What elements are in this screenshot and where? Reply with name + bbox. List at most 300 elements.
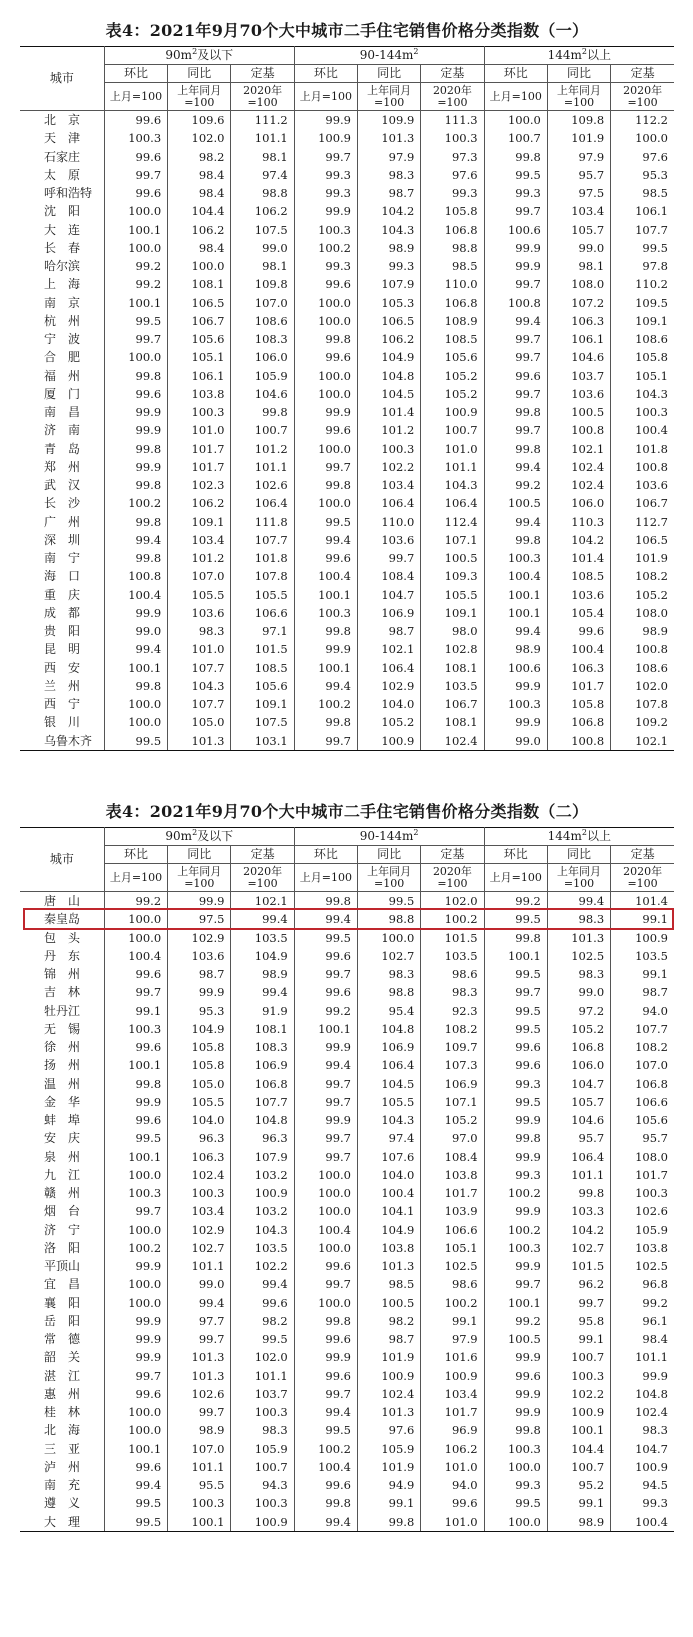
table-row [20, 713, 674, 731]
index-value: 99.5 [484, 1002, 547, 1020]
index-value: 108.1 [231, 1020, 294, 1038]
index-value: 99.9 [294, 403, 357, 421]
index-value: 105.2 [635, 587, 668, 602]
base-header: 2020年 =100 [611, 864, 674, 892]
index-value: 105.2 [547, 1020, 610, 1038]
index-value: 100.3 [231, 1494, 294, 1512]
table-row [20, 239, 674, 257]
index-value: 101.7 [421, 1403, 484, 1421]
index-value: 108.0 [547, 275, 610, 293]
index-value: 99.2 [294, 1002, 357, 1020]
index-value: 101.7 [168, 440, 231, 458]
index-value: 99.8 [231, 403, 294, 421]
index-value: 100.8 [547, 732, 610, 751]
index-value: 102.6 [635, 1204, 668, 1219]
index-value: 101.5 [421, 929, 484, 947]
index-value: 105.9 [231, 367, 294, 385]
index-value: 109.8 [547, 111, 610, 130]
index-value: 104.8 [635, 1386, 668, 1401]
index-value: 106.9 [231, 1056, 294, 1074]
index-value: 100.3 [104, 1184, 167, 1202]
city-name: 韶 关 [20, 1348, 104, 1366]
index-value: 108.2 [635, 569, 668, 584]
index-value: 98.8 [421, 239, 484, 257]
index-value: 97.3 [421, 148, 484, 166]
index-value: 99.5 [294, 1421, 357, 1439]
index-value: 99.3 [484, 1166, 547, 1184]
index-value: 97.0 [421, 1129, 484, 1147]
index-value: 100.4 [635, 423, 668, 438]
index-value: 106.4 [547, 1148, 610, 1166]
index-value: 99.9 [294, 111, 357, 130]
index-value: 99.8 [294, 1494, 357, 1512]
index-value: 103.4 [358, 476, 421, 494]
index-value: 108.6 [231, 312, 294, 330]
price-index-table-2 [20, 827, 674, 1532]
index-value: 102.1 [231, 892, 294, 911]
index-value: 107.9 [231, 1148, 294, 1166]
table-row [20, 604, 674, 622]
table-row [20, 202, 674, 220]
base-header: 上月=100 [294, 864, 357, 892]
index-value: 100.8 [547, 421, 610, 439]
index-value: 99.5 [231, 1330, 294, 1348]
index-value: 101.1 [231, 129, 294, 147]
index-value: 100.1 [294, 586, 357, 604]
city-name: 昆 明 [20, 640, 104, 658]
index-value: 101.6 [421, 1348, 484, 1366]
table-row [20, 567, 674, 585]
table-row [20, 129, 674, 147]
index-value: 99.9 [294, 1038, 357, 1056]
index-value: 98.3 [358, 965, 421, 983]
index-value: 99.8 [294, 1312, 357, 1330]
index-value: 100.0 [484, 1458, 547, 1476]
index-value: 104.2 [547, 1221, 610, 1239]
index-value: 101.7 [547, 677, 610, 695]
index-value: 99.6 [104, 965, 167, 983]
base-header: 上年同月 =100 [547, 864, 610, 892]
index-value: 99.4 [104, 1476, 167, 1494]
index-value: 98.9 [168, 1421, 231, 1439]
index-value: 99.9 [484, 1202, 547, 1220]
base-header: 上月=100 [294, 83, 357, 111]
index-value: 102.6 [168, 1385, 231, 1403]
table-row [20, 1330, 674, 1348]
index-value: 98.7 [358, 1330, 421, 1348]
index-value: 100.2 [421, 1294, 484, 1312]
measure-header: 定基 [421, 65, 484, 83]
index-value: 98.3 [168, 622, 231, 640]
measure-header: 定基 [421, 846, 484, 864]
index-value: 106.7 [635, 496, 668, 511]
index-value: 105.8 [168, 1056, 231, 1074]
index-value: 105.5 [168, 1093, 231, 1111]
index-value: 100.3 [635, 1186, 668, 1201]
index-value: 101.0 [168, 421, 231, 439]
index-value: 101.4 [358, 403, 421, 421]
index-value: 100.0 [294, 440, 357, 458]
index-value: 101.2 [231, 440, 294, 458]
measure-header: 同比 [358, 65, 421, 83]
index-value: 101.9 [635, 551, 668, 566]
base-header: 上月=100 [484, 864, 547, 892]
index-value: 99.8 [294, 713, 357, 731]
index-value: 103.5 [421, 677, 484, 695]
city-name: 九 江 [20, 1166, 104, 1184]
index-value: 99.8 [104, 549, 167, 567]
index-value: 100.9 [231, 1513, 294, 1532]
index-value: 99.6 [294, 275, 357, 293]
table-row [20, 1075, 674, 1093]
index-value: 99.8 [294, 622, 357, 640]
index-value: 100.4 [294, 1458, 357, 1476]
index-value: 100.7 [231, 421, 294, 439]
index-value: 102.5 [635, 1259, 668, 1274]
city-name: 无 锡 [20, 1020, 104, 1038]
index-value: 100.0 [294, 1202, 357, 1220]
index-value: 101.1 [168, 1257, 231, 1275]
index-value: 102.4 [358, 1385, 421, 1403]
index-value: 100.3 [168, 1494, 231, 1512]
index-value: 99.7 [484, 202, 547, 220]
index-value: 102.6 [231, 476, 294, 494]
index-value: 99.4 [104, 531, 167, 549]
index-value: 99.9 [104, 604, 167, 622]
measure-header: 定基 [231, 65, 294, 83]
index-value: 101.1 [547, 1166, 610, 1184]
index-value: 99.7 [168, 1330, 231, 1348]
index-value: 106.4 [358, 1056, 421, 1074]
index-value: 100.3 [104, 1020, 167, 1038]
table-row [20, 385, 674, 403]
base-header: 2020年 =100 [231, 864, 294, 892]
index-value: 99.4 [294, 677, 357, 695]
index-value: 100.0 [294, 1239, 357, 1257]
city-name: 石家庄 [20, 148, 104, 166]
index-value: 105.9 [231, 1440, 294, 1458]
index-value: 97.5 [547, 184, 610, 202]
index-value: 100.3 [168, 1184, 231, 1202]
index-value: 99.3 [294, 166, 357, 184]
index-value: 99.5 [294, 929, 357, 947]
index-value: 101.9 [547, 129, 610, 147]
index-value: 103.2 [231, 1166, 294, 1184]
index-value: 99.8 [484, 531, 547, 549]
index-value: 104.4 [168, 202, 231, 220]
index-value: 100.2 [294, 695, 357, 713]
index-value: 103.6 [358, 531, 421, 549]
index-value: 94.0 [642, 1003, 668, 1018]
index-value: 99.9 [484, 713, 547, 731]
index-value: 104.6 [231, 385, 294, 403]
index-value: 104.9 [358, 1221, 421, 1239]
index-value: 106.7 [168, 312, 231, 330]
index-value: 104.3 [421, 476, 484, 494]
index-value: 100.4 [294, 1221, 357, 1239]
index-value: 105.5 [421, 586, 484, 604]
index-value: 99.1 [547, 1494, 610, 1512]
index-value: 98.7 [358, 622, 421, 640]
index-value: 99.0 [231, 239, 294, 257]
index-value: 99.6 [104, 1385, 167, 1403]
index-value: 103.6 [168, 947, 231, 965]
index-value: 99.6 [294, 348, 357, 366]
index-value: 100.1 [104, 221, 167, 239]
index-value: 99.9 [168, 892, 231, 911]
index-value: 99.7 [484, 348, 547, 366]
index-value: 100.9 [635, 1459, 668, 1474]
index-value: 99.4 [294, 1056, 357, 1074]
index-value: 99.9 [484, 1403, 547, 1421]
measure-header: 环比 [484, 846, 547, 864]
index-value: 101.8 [231, 549, 294, 567]
index-value: 99.5 [104, 732, 167, 751]
city-name: 安 庆 [20, 1129, 104, 1147]
table-row [20, 1312, 674, 1330]
index-value: 99.4 [484, 513, 547, 531]
index-value: 105.8 [547, 695, 610, 713]
index-value: 99.8 [294, 892, 357, 911]
index-value: 109.9 [358, 111, 421, 130]
index-value: 100.0 [104, 695, 167, 713]
index-value: 103.7 [547, 367, 610, 385]
table-row [20, 910, 674, 928]
city-name: 长 春 [20, 239, 104, 257]
index-value: 107.5 [231, 713, 294, 731]
index-value: 103.5 [231, 929, 294, 947]
index-value: 99.4 [231, 910, 294, 928]
index-value: 98.3 [547, 965, 610, 983]
index-value: 99.5 [484, 910, 547, 928]
index-value: 100.0 [104, 1294, 167, 1312]
index-value: 98.1 [231, 257, 294, 275]
index-value: 101.4 [635, 894, 668, 909]
index-value: 107.8 [635, 697, 668, 712]
index-value: 108.1 [421, 713, 484, 731]
index-value: 99.5 [484, 1093, 547, 1111]
city-header: 城市 [20, 828, 104, 892]
index-value: 108.2 [421, 1020, 484, 1038]
index-value: 103.6 [168, 604, 231, 622]
index-value: 102.0 [421, 892, 484, 911]
index-value: 106.8 [547, 1038, 610, 1056]
index-value: 100.7 [231, 1458, 294, 1476]
base-header: 上月=100 [484, 83, 547, 111]
index-value: 99.5 [104, 1129, 167, 1147]
table-row [20, 531, 674, 549]
index-value: 102.0 [231, 1348, 294, 1366]
index-value: 103.4 [421, 1385, 484, 1403]
city-name: 郑 州 [20, 458, 104, 476]
city-name: 沈 阳 [20, 202, 104, 220]
index-value: 102.0 [635, 678, 668, 693]
city-name: 贵 阳 [20, 622, 104, 640]
index-value: 109.7 [421, 1038, 484, 1056]
index-value: 100.0 [484, 1513, 547, 1532]
index-value: 101.2 [168, 549, 231, 567]
index-value: 97.9 [547, 148, 610, 166]
index-value: 99.5 [358, 892, 421, 911]
index-value: 100.4 [104, 947, 167, 965]
index-value: 103.3 [547, 1202, 610, 1220]
table-row [20, 221, 674, 239]
index-value: 102.0 [168, 129, 231, 147]
index-value: 102.4 [168, 1166, 231, 1184]
index-value: 94.3 [231, 1476, 294, 1494]
index-value: 100.2 [294, 1440, 357, 1458]
index-value: 106.4 [358, 659, 421, 677]
index-value: 105.5 [168, 586, 231, 604]
index-value: 102.7 [358, 947, 421, 965]
index-value: 103.2 [231, 1202, 294, 1220]
index-value: 99.6 [294, 1330, 357, 1348]
index-value: 103.9 [421, 1202, 484, 1220]
table-row [20, 330, 674, 348]
index-value: 96.3 [231, 1129, 294, 1147]
index-value: 99.4 [294, 531, 357, 549]
index-value: 106.8 [635, 1076, 668, 1091]
index-value: 99.5 [484, 166, 547, 184]
index-value: 99.6 [104, 1458, 167, 1476]
index-value: 98.2 [358, 1312, 421, 1330]
index-value: 99.3 [421, 184, 484, 202]
index-value: 106.5 [168, 294, 231, 312]
index-value: 97.6 [642, 149, 668, 164]
index-value: 101.5 [547, 1257, 610, 1275]
index-value: 100.0 [294, 312, 357, 330]
index-value: 102.4 [547, 476, 610, 494]
index-value: 104.9 [168, 1020, 231, 1038]
index-value: 99.7 [294, 732, 357, 751]
index-value: 107.2 [547, 294, 610, 312]
index-value: 101.3 [168, 1348, 231, 1366]
index-value: 100.3 [421, 129, 484, 147]
index-value: 100.0 [104, 713, 167, 731]
index-value: 105.8 [635, 350, 668, 365]
index-value: 98.4 [168, 166, 231, 184]
index-value: 109.1 [168, 513, 231, 531]
city-name: 包 头 [20, 929, 104, 947]
index-value: 100.0 [294, 1166, 357, 1184]
index-value: 99.8 [104, 440, 167, 458]
base-header: 2020年 =100 [421, 864, 484, 892]
index-value: 105.6 [168, 330, 231, 348]
index-value: 102.1 [358, 640, 421, 658]
index-value: 100.0 [358, 929, 421, 947]
index-value: 107.0 [635, 1058, 668, 1073]
index-value: 99.8 [484, 148, 547, 166]
index-value: 101.1 [231, 458, 294, 476]
city-name: 秦皇岛 [20, 910, 104, 928]
city-name: 赣 州 [20, 1184, 104, 1202]
index-value: 104.7 [635, 1441, 668, 1456]
index-value: 110.0 [358, 513, 421, 531]
index-value: 99.7 [484, 421, 547, 439]
index-value: 99.4 [484, 458, 547, 476]
index-value: 105.0 [168, 713, 231, 731]
index-value: 100.0 [104, 929, 167, 947]
table-row [20, 1002, 674, 1020]
city-name: 锦 州 [20, 965, 104, 983]
table-row [20, 1038, 674, 1056]
table-row [20, 494, 674, 512]
index-value: 100.5 [547, 403, 610, 421]
index-value: 100.3 [294, 604, 357, 622]
city-name: 天 津 [20, 129, 104, 147]
index-value: 99.6 [294, 983, 357, 1001]
index-value: 100.3 [484, 1440, 547, 1458]
index-value: 101.3 [358, 1403, 421, 1421]
city-name: 南 昌 [20, 403, 104, 421]
table-row [20, 549, 674, 567]
index-value: 106.9 [358, 604, 421, 622]
table-row [20, 586, 674, 604]
table-row [20, 1202, 674, 1220]
measure-header: 环比 [104, 846, 167, 864]
index-value: 100.1 [104, 1056, 167, 1074]
index-value: 104.2 [547, 531, 610, 549]
index-value: 105.7 [547, 1093, 610, 1111]
index-value: 103.7 [231, 1385, 294, 1403]
index-value: 100.9 [231, 1184, 294, 1202]
index-value: 98.6 [421, 1275, 484, 1293]
index-value: 99.0 [547, 239, 610, 257]
index-value: 99.7 [294, 1148, 357, 1166]
index-value: 105.5 [358, 1093, 421, 1111]
city-name: 大 理 [20, 1513, 104, 1532]
index-value: 101.0 [168, 640, 231, 658]
index-value: 99.6 [294, 421, 357, 439]
index-value: 100.1 [294, 1020, 357, 1038]
index-value: 100.8 [484, 294, 547, 312]
index-value: 100.0 [484, 111, 547, 130]
index-value: 108.4 [421, 1148, 484, 1166]
index-value: 99.4 [484, 622, 547, 640]
index-value: 104.4 [547, 1440, 610, 1458]
table-row [20, 148, 674, 166]
index-value: 99.8 [104, 367, 167, 385]
index-value: 98.7 [168, 965, 231, 983]
city-name: 乌鲁木齐 [20, 732, 104, 751]
index-value: 100.0 [294, 367, 357, 385]
index-value: 98.5 [358, 1275, 421, 1293]
index-value: 99.6 [294, 1257, 357, 1275]
index-value: 105.8 [421, 202, 484, 220]
index-value: 102.9 [168, 929, 231, 947]
index-value: 99.4 [547, 892, 610, 911]
index-value: 107.7 [231, 531, 294, 549]
index-value: 95.3 [168, 1002, 231, 1020]
index-value: 99.9 [104, 421, 167, 439]
city-name: 广 州 [20, 513, 104, 531]
index-value: 100.5 [421, 549, 484, 567]
city-name: 徐 州 [20, 1038, 104, 1056]
index-value: 99.2 [104, 892, 167, 911]
index-value: 100.0 [104, 1166, 167, 1184]
city-name: 桂 林 [20, 1403, 104, 1421]
city-name: 大 连 [20, 221, 104, 239]
index-value: 110.3 [547, 513, 610, 531]
index-value: 100.0 [104, 1403, 167, 1421]
index-value: 94.0 [421, 1476, 484, 1494]
table-row [20, 947, 674, 965]
index-value: 99.4 [294, 1403, 357, 1421]
index-value: 101.1 [168, 1458, 231, 1476]
index-value: 99.9 [104, 1257, 167, 1275]
city-header: 城市 [20, 47, 104, 111]
index-value: 100.9 [421, 403, 484, 421]
